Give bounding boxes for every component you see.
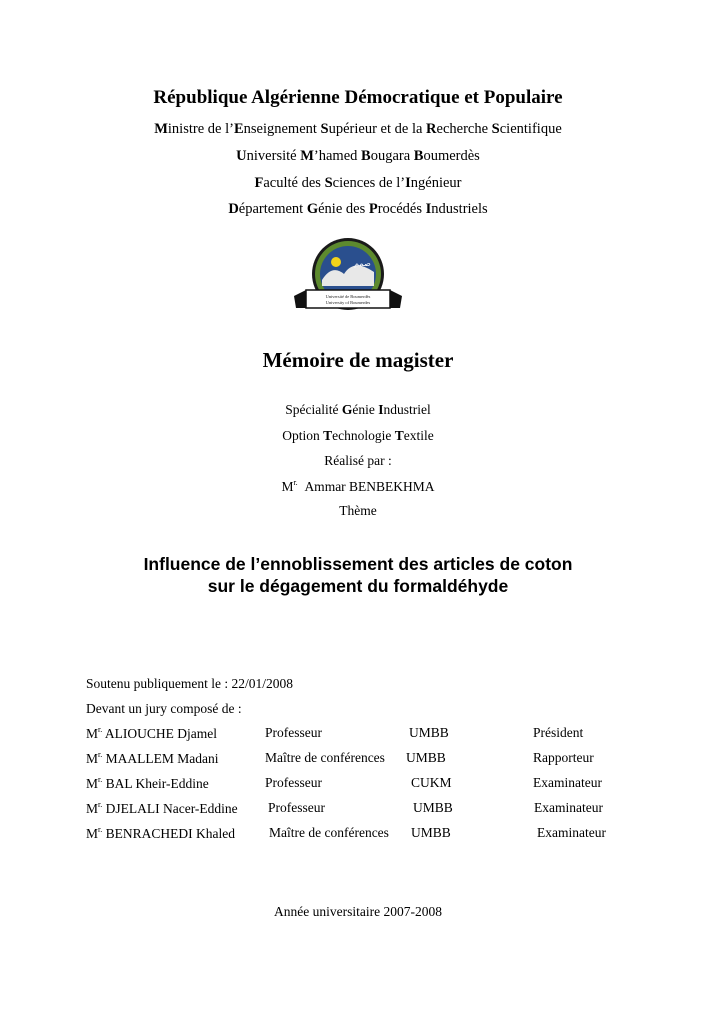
logo-text-1: Université de Boumerdès — [325, 294, 371, 299]
theme-label: Thème — [339, 503, 377, 518]
jury-grade: Professeur — [265, 775, 322, 790]
university-line: Université M’hamed Bougara Boumerdès — [236, 148, 480, 164]
memoire-title: Mémoire de magister — [262, 348, 454, 372]
jury-institution: UMBB — [411, 825, 451, 840]
jury-institution: UMBB — [406, 750, 446, 765]
realise-par: Réalisé par : — [324, 453, 392, 468]
thesis-title-line2: sur le dégagement du formaldéhyde — [207, 576, 509, 596]
jury-institution: UMBB — [413, 800, 453, 815]
option-line: Option Technologie Textile — [282, 428, 434, 443]
jury-name: $M^{r.}$ ALIOUCHE Djamel — [86, 725, 217, 741]
jury-grade: Maître de conférences — [269, 825, 389, 840]
jury-grade: Professeur — [265, 725, 322, 740]
author-line: $M^{r.}$ Ammar BENBEKHMA — [281, 478, 435, 494]
logo-text-2: University of Boumerdes — [325, 300, 371, 305]
jury-role: Examinateur — [534, 800, 603, 815]
devant-line: Devant un jury composé de : — [86, 701, 242, 716]
jury-name: $M^{r.}$ BENRACHEDI Khaled — [86, 825, 235, 841]
jury-role: Examinateur — [537, 825, 606, 840]
jury-institution: UMBB — [409, 725, 449, 740]
academic-year: Année universitaire 2007-2008 — [274, 904, 442, 919]
jury-role: Examinateur — [533, 775, 602, 790]
svg-text:صمم: صمم — [354, 259, 371, 268]
department-line: Département Génie des Procédés Industriels — [228, 201, 488, 217]
jury-institution: CUKM — [411, 775, 452, 790]
jury-name: $M^{r.}$ MAALLEM Madani — [86, 750, 219, 766]
jury-name: $M^{r.}$ DJELALI Nacer-Eddine — [86, 800, 238, 816]
jury-grade: Maître de conférences — [265, 750, 385, 765]
soutenu-line: Soutenu publiquement le : 22/01/2008 — [86, 676, 293, 691]
specialite-line: Spécialité Génie Industriel — [285, 402, 431, 417]
thesis-title-line1: Influence de l’ennoblissement des articles de coton — [143, 554, 573, 574]
ministry-line: Ministre de l’Enseignement Supérieur et de la Recherche Scientifique — [154, 121, 562, 137]
jury-name: $M^{r.}$ BAL Kheir-Eddine — [86, 775, 209, 791]
university-logo — [292, 236, 404, 320]
republic-heading: République Algérienne Démocratique et Populaire — [153, 87, 563, 108]
jury-role: Président — [533, 725, 584, 740]
faculty-line: Faculté des Sciences de l’Ingénieur — [254, 175, 462, 191]
jury-role: Rapporteur — [533, 750, 594, 765]
jury-grade: Professeur — [268, 800, 325, 815]
thesis-title — [0, 553, 716, 597]
